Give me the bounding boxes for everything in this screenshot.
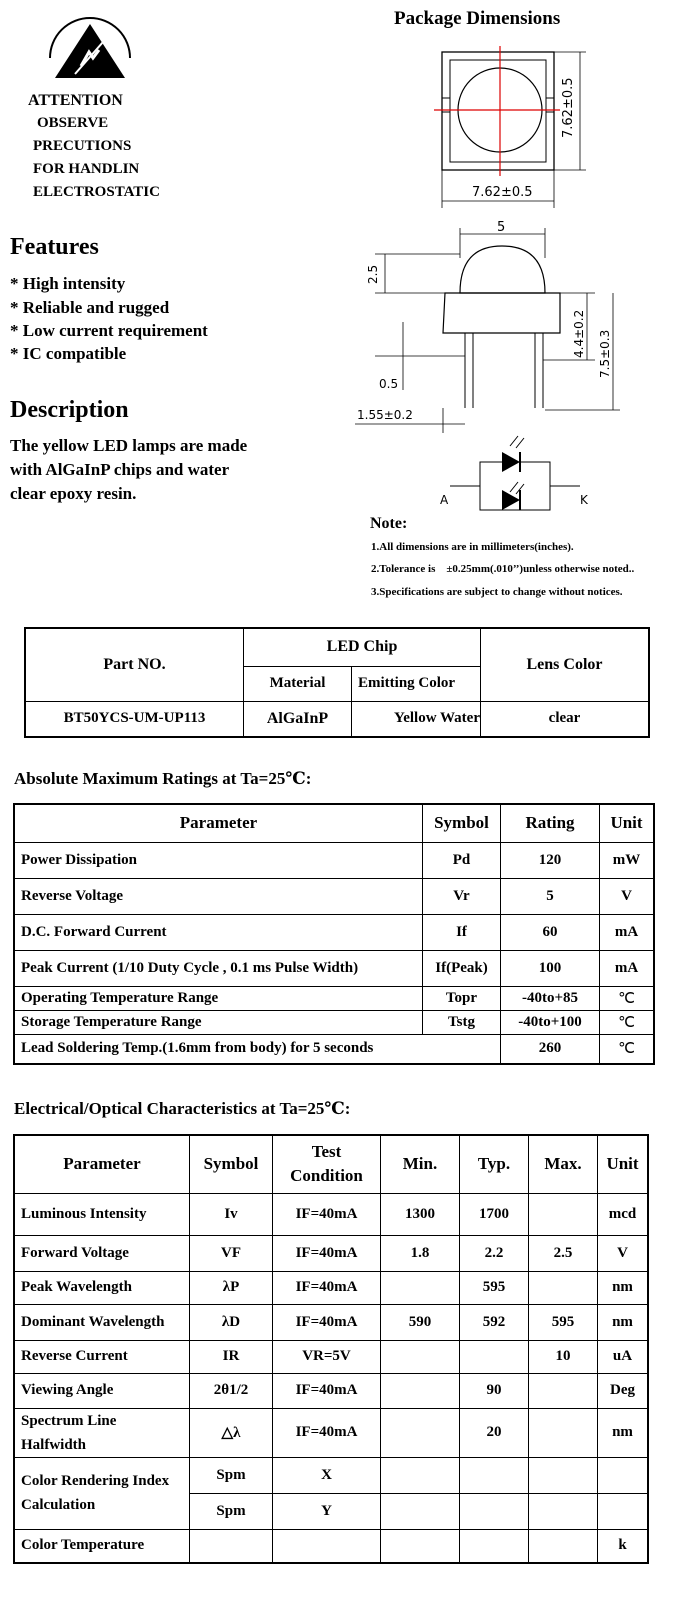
feature-item: * Low current requirement [10,321,208,340]
abs-rating: 260 [501,1034,600,1064]
esd-warning-icon [45,14,135,82]
elec-min: 590 [381,1304,460,1340]
elec-condition: IF=40mA [273,1408,381,1457]
elec-unit: uA [598,1340,649,1373]
dim-total: 7.5±0.3 [598,329,612,378]
elec-min: 1300 [381,1193,460,1235]
table-row [14,914,654,950]
table-row [14,950,654,986]
dim-top-height: 7.62±0.5 [561,77,576,138]
abs-symbol: Tstg [423,1010,501,1034]
dim-top-width: 7.62±0.5 [472,185,533,200]
elec-max [529,1193,598,1235]
elec-symbol: λP [190,1271,273,1304]
elec-condition: IF=40mA [273,1235,381,1271]
elec-unit: nm [598,1408,649,1457]
elec-min: 1.8 [381,1235,460,1271]
feature-item: * Reliable and rugged [10,298,170,317]
elec-max: 2.5 [529,1235,598,1271]
elec-header-typ: Typ. [460,1135,529,1193]
table-row [14,1034,654,1064]
elec-min [381,1373,460,1408]
table-row [14,1529,648,1563]
elec-param: Dominant Wavelength [14,1304,190,1340]
elec-typ [460,1340,529,1373]
elec-symbol: Spm [190,1493,273,1529]
abs-symbol: If [423,914,501,950]
elec-condition: IF=40mA [273,1373,381,1408]
elec-param: Color Temperature [14,1529,190,1563]
elec-unit: nm [598,1304,649,1340]
dim-pitch: 1.55±0.2 [357,408,413,422]
elec-condition: X [273,1457,381,1493]
abs-symbol: Topr [423,986,501,1010]
package-side-view [355,218,625,433]
elec-symbol: VF [190,1235,273,1271]
elec-condition: IF=40mA [273,1304,381,1340]
abs-rating: 60 [501,914,600,950]
elec-min [381,1408,460,1457]
abs-unit: ℃ [600,986,655,1010]
elec-param: Color Rendering Index Calculation [14,1457,190,1529]
feature-item: * IC compatible [10,344,127,363]
elec-param: Spectrum Line Halfwidth [14,1408,190,1457]
abs-max-table [13,803,655,1065]
elec-unit: nm [598,1271,649,1304]
elec-table [13,1134,649,1564]
elec-param: Reverse Current [14,1340,190,1373]
note-item: 3.Specifications are subject to change without notices. [371,586,623,598]
abs-max-title: Absolute Maximum Ratings at Ta=25℃: [14,769,312,788]
abs-unit: mW [600,842,655,878]
abs-header-parameter: Parameter [14,804,423,842]
elec-typ: 1700 [460,1193,529,1235]
part-number: BT50YCS-UM-UP113 [25,701,244,737]
material-value: AlGaInP [244,701,352,737]
abs-rating: -40to+85 [501,986,600,1010]
emitting-color-header: Emitting Color [352,666,481,701]
elec-max: 595 [529,1304,598,1340]
abs-param: Peak Current (1/10 Duty Cycle , 0.1 ms Pulse Width) [14,950,423,986]
elec-min [381,1340,460,1373]
elec-max [529,1373,598,1408]
elec-unit: k [598,1529,649,1563]
table-row [14,1010,654,1034]
emitting-value: Yellow Water [352,701,481,737]
abs-rating: 100 [501,950,600,986]
description-line: with AlGaInP chips and water [10,460,230,479]
elec-symbol: λD [190,1304,273,1340]
abs-header-rating: Rating [501,804,600,842]
package-title: Package Dimensions [394,8,561,29]
abs-symbol: If(Peak) [423,950,501,986]
elec-param: Peak Wavelength [14,1271,190,1304]
abs-unit: ℃ [600,1010,655,1034]
abs-param: Power Dissipation [14,842,423,878]
esd-line-4: FOR HANDLIN [33,161,140,177]
elec-typ: 592 [460,1304,529,1340]
dim-lens: 5 [497,220,506,235]
elec-symbol: 2θ1/2 [190,1373,273,1408]
elec-max [529,1271,598,1304]
description-line: clear epoxy resin. [10,484,137,503]
abs-header-symbol: Symbol [423,804,501,842]
table-row [14,1235,648,1271]
abs-unit: mA [600,914,655,950]
abs-rating: 5 [501,878,600,914]
table-row [14,1340,648,1373]
elec-min [381,1271,460,1304]
abs-param: Operating Temperature Range [14,986,423,1010]
esd-line-5: ELECTROSTATIC [33,184,160,200]
elec-typ: 595 [460,1271,529,1304]
abs-unit: ℃ [600,1034,655,1064]
abs-unit: V [600,878,655,914]
led-circuit-symbol [430,432,600,517]
table-row [14,878,654,914]
elec-symbol: Iv [190,1193,273,1235]
description-heading: Description [10,397,129,423]
elec-param: Viewing Angle [14,1373,190,1408]
dim-dome: 2.5 [366,264,380,284]
abs-header-unit: Unit [600,804,655,842]
elec-symbol: Spm [190,1457,273,1493]
feature-item: * High intensity [10,274,126,293]
elec-condition: VR=5V [273,1340,381,1373]
table-row [14,842,654,878]
abs-param: Storage Temperature Range [14,1010,423,1034]
part-no-header: Part NO. [25,628,244,701]
abs-param: Reverse Voltage [14,878,423,914]
lens-color-header: Lens Color [481,628,650,701]
elec-title: Electrical/Optical Characteristics at Ta=25℃: [14,1099,351,1118]
table-row [14,1373,648,1408]
elec-unit: Deg [598,1373,649,1408]
description-line: The yellow LED lamps are made [10,436,248,455]
elec-unit: V [598,1235,649,1271]
dim-body: 4.4±0.2 [572,309,586,358]
table-row [14,1408,648,1457]
abs-param: Lead Soldering Temp.(1.6mm from body) for 5 seconds [14,1034,501,1064]
part-table [24,627,650,738]
elec-param: Forward Voltage [14,1235,190,1271]
note-heading: Note: [370,515,408,532]
elec-condition: IF=40mA [273,1271,381,1304]
elec-typ: 20 [460,1408,529,1457]
elec-typ: 90 [460,1373,529,1408]
led-chip-header: LED Chip [244,628,481,666]
elec-typ: 2.2 [460,1235,529,1271]
abs-rating: -40to+100 [501,1010,600,1034]
features-heading: Features [10,234,99,260]
elec-max: 10 [529,1340,598,1373]
elec-condition: IF=40mA [273,1193,381,1235]
dim-lead: 0.5 [379,377,399,391]
elec-symbol: IR [190,1340,273,1373]
note-item: 1.All dimensions are in millimeters(inches). [371,541,574,553]
elec-param: Luminous Intensity [14,1193,190,1235]
esd-line-3: PRECUTIONS [33,138,132,154]
abs-symbol: Pd [423,842,501,878]
table-row [14,1193,648,1235]
note-item: 2.Tolerance is ±0.25mm(.010’’)unless otherwise noted.. [371,563,635,575]
esd-line-2: OBSERVE [37,115,109,131]
table-row [14,1457,648,1493]
table-row [14,1271,648,1304]
abs-symbol: Vr [423,878,501,914]
elec-header-max: Max. [529,1135,598,1193]
table-row [14,1304,648,1340]
esd-line-1: ATTENTION [28,92,123,109]
pin-k-label: K [580,493,588,507]
abs-param: D.C. Forward Current [14,914,423,950]
table-row [14,986,654,1010]
elec-header-unit: Unit [598,1135,649,1193]
package-top-view [420,38,590,213]
material-header: Material [244,666,352,701]
abs-rating: 120 [501,842,600,878]
lens-value: clear [481,701,650,737]
elec-unit: mcd [598,1193,649,1235]
elec-header-parameter: Parameter [14,1135,190,1193]
elec-header-condition: Test Condition [273,1135,381,1193]
pin-a-label: A [440,493,449,507]
elec-header-symbol: Symbol [190,1135,273,1193]
elec-condition: Y [273,1493,381,1529]
elec-symbol: △λ [190,1408,273,1457]
elec-header-min: Min. [381,1135,460,1193]
abs-unit: mA [600,950,655,986]
elec-max [529,1408,598,1457]
